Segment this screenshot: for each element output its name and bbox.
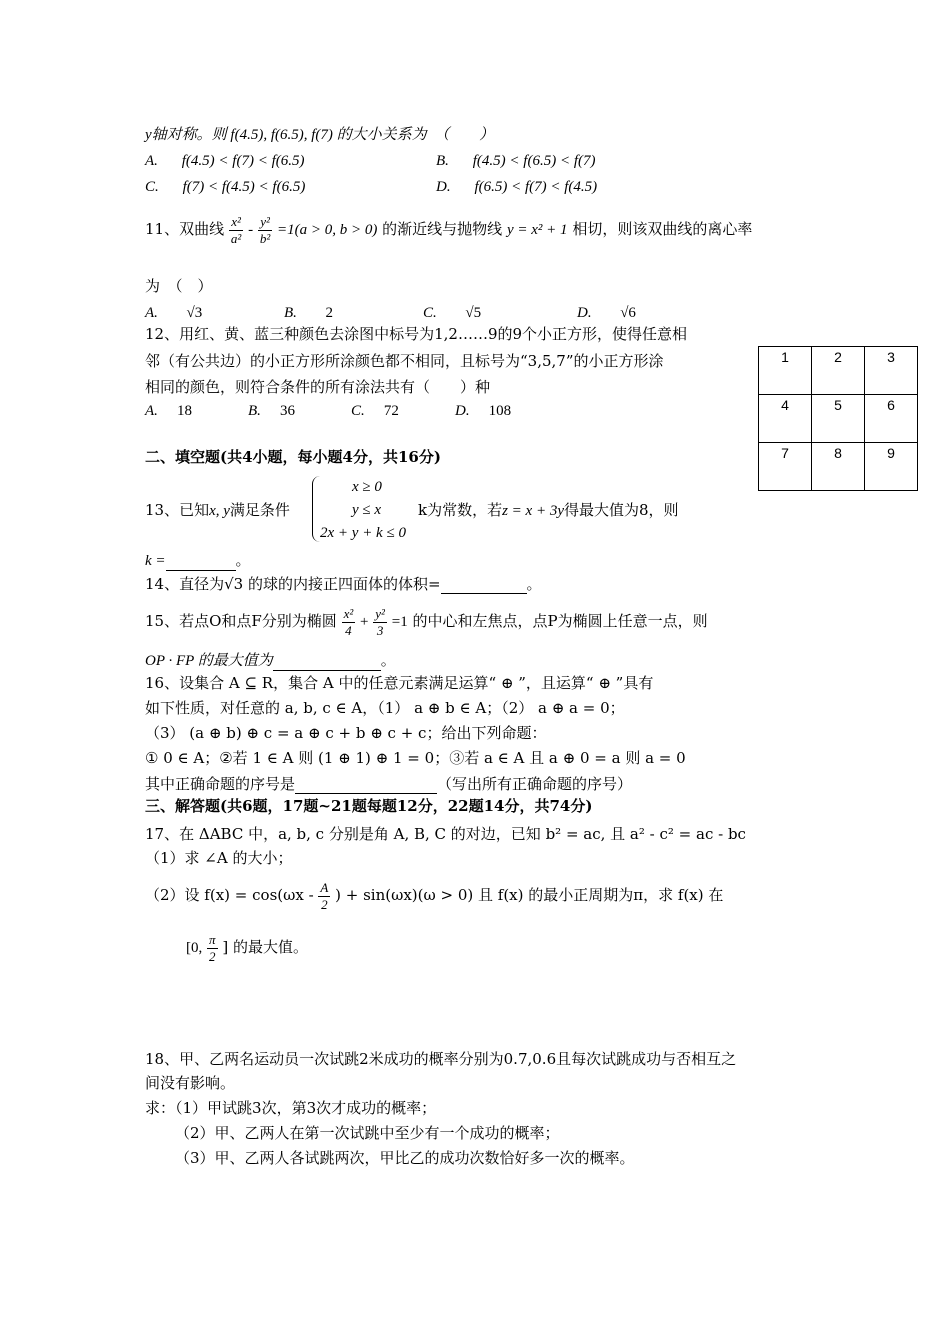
q12-line3: 相同的颜色，则符合条件的所有涂法共有（ ）种 (145, 378, 491, 396)
q16-line4: ① 0 ∈ A；②若 1 ∈ A 则 (1 ⊕ 1) ⊕ 1 = 0；③若 a ∈ A 且 a ⊕ 0 = a 则 a = 0 (145, 749, 686, 767)
q15-line2: OP · FP 的最大值为 。 (145, 651, 396, 669)
grid-cell: 4 (759, 395, 812, 443)
q18-line4: （2）甲、乙两人在第一次试跳中至少有一个成功的概率； (175, 1124, 560, 1142)
grid-cell: 6 (865, 395, 918, 443)
q12-option-a: A. 18 (145, 403, 192, 419)
q13-cond-3: 2x + y + k ≤ 0 (320, 525, 406, 541)
grid-cell: 3 (865, 347, 918, 395)
grid-cell: 1 (759, 347, 812, 395)
grid-cell: 7 (759, 443, 812, 491)
q13-cond-2: y ≤ x (352, 502, 382, 518)
q10-option-a: A. f(4.5) < f(7) < f(6.5) (145, 153, 305, 169)
q18-line1: 18、甲、乙两名运动员一次试跳2米成功的概率分别为0.7,0.6且每次试跳成功与否相互之 (145, 1050, 737, 1068)
q12-option-c: C. 72 (351, 403, 399, 419)
grid-row (759, 443, 918, 491)
q15-line1: 15、若点O和点F分别为椭圆 $\frac{\text{x²}}{4}$ + $\frac{\text{y²}}{3}$ =1 的中心和左焦点，点P为椭圆上任意一点，则 (145, 605, 708, 638)
q17-line3: （2）设 f(x) = cos(ωx - $\frac{A}{2}$ ) + sin(ωx)(ω > 0) 且 f(x) 的最小正周期为π，求 f(x) 在 (145, 879, 724, 912)
q16-answer-blank[interactable] (295, 777, 437, 794)
grid-cell: 2 (812, 347, 865, 395)
q11-option-a: A. √3 (145, 305, 203, 321)
q12-grid (758, 346, 918, 491)
q17-frac-pi2: $\frac{\pi}{2}$ (209, 931, 216, 964)
q11-option-d: D. √6 (577, 305, 636, 321)
q16-line3: （3） (a ⊕ b) ⊕ c = a ⊕ c + b ⊕ c + c；给出下列命题： (145, 724, 547, 742)
q14-line: 14、直径为√3 的球的内接正四面体的体积= 。 (145, 575, 542, 593)
q16-line1: 16、设集合 A ⊆ R，集合 A 中的任意元素满足运算“ ⊕ ”，且运算“ ⊕ ”具有 (145, 674, 654, 692)
q11-option-c: C. √5 (423, 305, 482, 321)
q12-line1: 12、用红、黄、蓝三种颜色去涂图中标号为1,2……9的9个小正方形，使得任意相 (145, 325, 688, 343)
grid-row (759, 347, 918, 395)
grid-cell: 9 (865, 443, 918, 491)
q10-tail: y轴对称。则 f(4.5), f(6.5), f(7) 的大小关系为 （ ） (145, 127, 495, 143)
q17-line1: 17、在 ΔABC 中，a, b, c 分别是角 A, B, C 的对边，已知 b² = ac, 且 a² - c² = ac - bc (145, 825, 746, 843)
q12-line2: 邻（有公共边）的小正方形所涂颜色都不相同，且标号为“3,5,7”的小正方形涂 (145, 352, 664, 370)
q11-line2: 为 （ ） (145, 277, 213, 295)
q12-option-d: D. 108 (455, 403, 512, 419)
q15-answer-blank[interactable] (273, 654, 381, 671)
q16-line2: 如下性质，对任意的 a, b, c ∈ A，（1） a ⊕ b ∈ A；（2） a ⊕ a = 0； (145, 699, 625, 717)
q13-cond-1: x ≥ 0 (352, 479, 382, 495)
q15-frac-y: $\frac{\text{y²}}{3}$ (375, 605, 385, 638)
q13-line1-post: k为常数，若z = x + 3y得最大值为8，则 (418, 501, 679, 519)
q11-option-b: B. 2 (284, 305, 334, 321)
q13-answer-blank[interactable] (166, 554, 236, 571)
q12-option-b: B. 36 (248, 403, 295, 419)
q10-option-c: C. f(7) < f(4.5) < f(6.5) (145, 179, 306, 195)
q18-line5: （3）甲、乙两人各试跳两次，甲比乙的成功次数恰好多一次的概率。 (175, 1149, 635, 1167)
q15-frac-x: $\frac{\text{x²}}{4}$ (343, 605, 354, 638)
q17-line4: [0, $\frac{\pi}{2}$ ] 的最大值。 (186, 931, 308, 964)
q10-option-b: B. f(4.5) < f(6.5) < f(7) (436, 153, 596, 169)
section-3-heading: 三、解答题(共6题，17题~21题每题12分，22题14分，共74分) (145, 797, 593, 815)
grid-cell: 8 (812, 443, 865, 491)
q11-frac-x: $\frac{\text{x²}}{\text{a²}}$ (230, 213, 242, 246)
q10-option-d: D. f(6.5) < f(7) < f(4.5) (436, 179, 598, 195)
q13-line2: k = 。 (145, 551, 251, 569)
q17-line2: （1）求 ∠A 的大小； (145, 849, 293, 867)
q11-line1: 11、双曲线 $\frac{\text{x²}}{\text{a²}}$ - $\frac{\text{y²}}{\text{b²}}$ =1(a > 0, b > 0) 的渐近线与抛物线 y = x² + 1 相切，则该双曲线的离心率 (145, 213, 753, 246)
section-2-heading: 二、填空题(共4小题，每小题4分，共16分) (145, 448, 441, 466)
q17-frac-a2: $\frac{A}{2}$ (320, 879, 329, 912)
q16-line5: 其中正确命题的序号是 （写出所有正确命题的序号） (145, 775, 633, 793)
q18-line2: 间没有影响。 (145, 1074, 236, 1092)
q18-line3: 求：（1）甲试跳3次，第3次才成功的概率； (145, 1099, 437, 1117)
q14-answer-blank[interactable] (441, 577, 527, 594)
q11-frac-y: $\frac{\text{y²}}{\text{b²}}$ (259, 213, 271, 246)
grid-row (759, 395, 918, 443)
grid-cell: 5 (812, 395, 865, 443)
q13-line1-pre: 13、已知x, y满足条件 (145, 501, 290, 519)
